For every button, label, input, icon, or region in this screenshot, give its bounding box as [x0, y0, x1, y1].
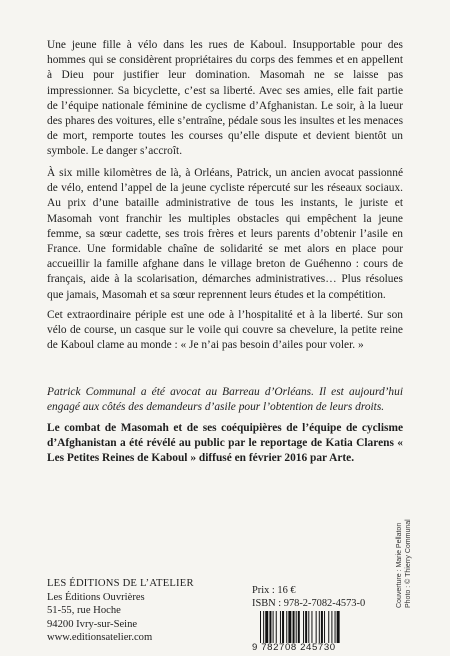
- image-credits: [395, 519, 413, 608]
- cover-credit: Couverture : Marie Pellaton: [396, 522, 403, 608]
- publisher-website: www.editionsatelier.com: [47, 632, 153, 644]
- isbn-label: ISBN : 978-2-7082-4573-0: [252, 597, 366, 609]
- summary-paragraph-3: Cet extraordinaire périple est une ode à l’hospitalité et à la liberté. Sur son vélo de course, un casque sur le voile qui couvre sa chevelure, la petite reine de Kaboul clame au monde : « Je n’ai pas besoin d’ailes pour voler. »: [47, 309, 403, 352]
- author-bio: Patrick Communal a été avocat au Barreau d’Orléans. Il est aujourd’hui engagé aux côtés des demandeurs d’asile pour l’obtention de leurs droits.: [47, 386, 403, 414]
- publisher-city: 94200 Ivry-sur-Seine: [47, 618, 138, 630]
- price-isbn-block: [252, 585, 365, 610]
- publisher-subname: Les Éditions Ouvrières: [47, 591, 145, 603]
- photo-credit: Photo : © Thierry Communal: [405, 519, 412, 608]
- barcode-icon: [260, 611, 366, 643]
- publisher-street: 51-55, rue Hoche: [47, 605, 121, 617]
- price-label: Prix : 16 €: [252, 585, 296, 596]
- publisher-name: LES ÉDITIONS DE L’ATELIER: [47, 578, 194, 589]
- documentary-note: Le combat de Masomah et de ses coéquipières de l’équipe de cyclisme d’Afghanistan a été révélé au public par le reportage de Katia Clarens « Les Petites Reines de Kaboul » diffusé en février 2016 par Arte.: [47, 422, 403, 465]
- summary-paragraph-1: Une jeune fille à vélo dans les rues de Kaboul. Insupportable pour des hommes qui se considèrent propriétaires du corps des femmes et en appellent à Dieu pour justifier leur domination. Masomah ne se laisse pas impressionner. Sa bicyclette, c’est sa liberté. Avec ses amies, elle fait partie de l’équipe nationale féminine de cyclisme d’Afghanistan. Le soir, à la lueur des phares des voitures, elle s’entraîne, pédale sous les insultes et les menaces de mort, remporte toutes les courses qu’elle dispute et devient bientôt un symbole. Le danger s’accroît.: [47, 39, 403, 158]
- barcode-block: [252, 611, 370, 655]
- summary-paragraph-2: À six mille kilomètres de là, à Orléans, Patrick, un ancien avocat passionné de vélo, entend l’appel de la jeune cycliste répercuté sur les réseaux sociaux. Au prix d’une bataille administrative de tous les instants, le juriste et Masomah vont franchir les multiples obstacles qui empêchent la jeune femme, sa sœur cadette, ses trois frères et leurs parents d’obtenir l’asile en France. Une formidable chaîne de solidarité se met alors en place pour accueillir la famille afghane dans le village breton de Guéhenno : cours de français, aide à la scolarisation, démarches administratives… Plus résolues que jamais, Masomah et sa sœur reprennent leurs études et la compétition.: [47, 167, 403, 301]
- barcode-number: 9 782708 245730: [252, 642, 336, 653]
- publisher-block: [47, 577, 194, 645]
